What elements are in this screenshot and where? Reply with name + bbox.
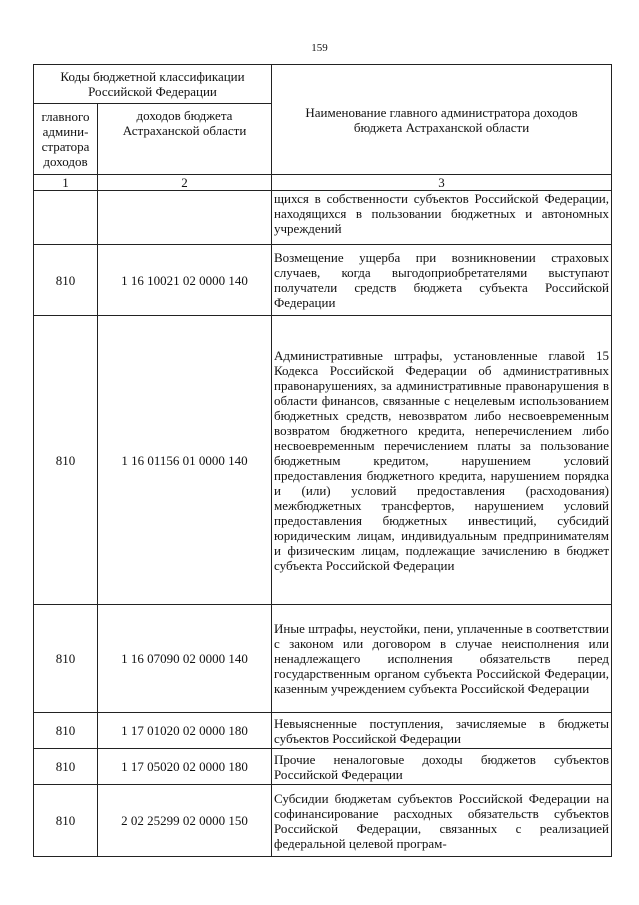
admin-code: 810: [34, 316, 98, 605]
income-name: Возмещение ущерба при возникновении страховых случаев, когда выгодоприобретателями выступают получатели средств бюджета субъекта Российской Федерации: [272, 245, 612, 316]
table-row: [34, 245, 612, 316]
income-name: Иные штрафы, неустойки, пени, уплаченные в соответствии с законом или договором в случае неисполнения или ненадлежащего исполнения обязательств перед государственным органом субъекта Российской Федерации, казенным учреждением субъекта Российской Федерации: [272, 605, 612, 713]
table-row: [34, 713, 612, 749]
codes-group-header: Коды бюджетной классификации Российской Федерации: [34, 65, 272, 104]
income-name: Прочие неналоговые доходы бюджетов субъектов Российской Федерации: [272, 749, 612, 785]
table-row: [34, 605, 612, 713]
admin-code: [34, 191, 98, 245]
income-name: щихся в собственности субъектов Российской Федерации, находящихся в пользовании бюджетных и автономных учреждений: [272, 191, 612, 245]
admin-column-header: главного админи-стратора доходов: [34, 104, 98, 175]
budget-classification-table: [33, 64, 612, 857]
column-numbers-row: [34, 175, 612, 191]
admin-code: 810: [34, 605, 98, 713]
income-code: 2 02 25299 02 0000 150: [98, 785, 272, 857]
income-code: 1 16 01156 01 0000 140: [98, 316, 272, 605]
column-number-2: 2: [98, 175, 272, 191]
admin-code: 810: [34, 785, 98, 857]
code-column-header: доходов бюджета Астраханской области: [98, 104, 272, 175]
column-number-3: 3: [272, 175, 612, 191]
table-row: [34, 749, 612, 785]
admin-code: 810: [34, 245, 98, 316]
admin-code: 810: [34, 713, 98, 749]
income-code: [98, 191, 272, 245]
income-code: 1 16 10021 02 0000 140: [98, 245, 272, 316]
column-number-1: 1: [34, 175, 98, 191]
table-header-row: [34, 65, 612, 104]
income-name: Невыясненные поступления, зачисляемые в бюджеты субъектов Российской Федерации: [272, 713, 612, 749]
name-column-header: Наименование главного администратора доходов бюджета Астраханской области: [272, 65, 612, 175]
income-code: 1 16 07090 02 0000 140: [98, 605, 272, 713]
table-row: [34, 316, 612, 605]
income-code: 1 17 01020 02 0000 180: [98, 713, 272, 749]
page-number: 159: [311, 42, 328, 54]
income-code: 1 17 05020 02 0000 180: [98, 749, 272, 785]
income-name: Административные штрафы, установленные главой 15 Кодекса Российской Федерации об административных правонарушениях, за административные правонарушения в области финансов, связанные с нецелевым использованием бюджетных средств, невозвратом либо несвоевременным возвратом бюджетного кредита, неперечислением либо несвоевременным перечислением платы за пользование бюджетным кредитом, нарушением условий предоставления бюджетного кредита, нарушением порядка и (или) условий предоставления (расходования) межбюджетных трансфертов, нарушением условий предоставления бюджетных инвестиций, субсидий юридическим лицам, индивидуальным предпринимателям и физическим лицам, подлежащие зачислению в бюджет субъекта Российской Федерации: [272, 316, 612, 605]
table-row: [34, 191, 612, 245]
admin-code: 810: [34, 749, 98, 785]
table-row: [34, 785, 612, 857]
income-name: Субсидии бюджетам субъектов Российской Федерации на софинансирование расходных обязательств субъектов Российской Федерации, связанных с реализацией федеральной целевой програм-: [272, 785, 612, 857]
